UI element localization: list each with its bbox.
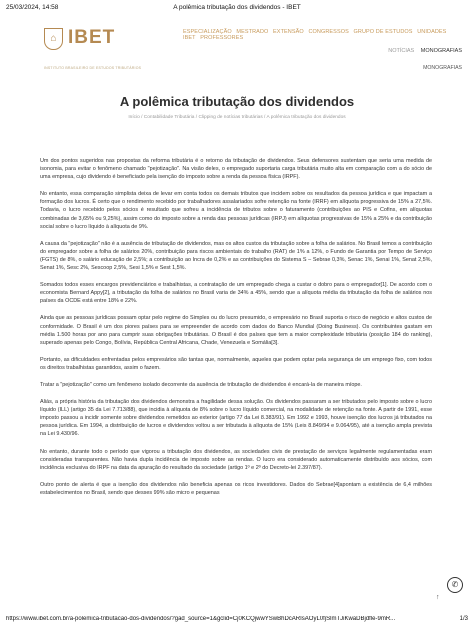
article-paragraph: Um dos pontos sugeridos nas propostas da reforma tributária é o retorno da tributação de dividendos. Seus defensores sustentam que seria uma medida de isonomia, para evitar o fenômeno chamado "pejotização". Na visão deles, o empregado suportaria carga tributária muito alta em comparação com a do sócio de uma empresa, cujo dividendo é beneficiado pela isenção do imposto sobre a renda da pessoa física (IRPF). [40,158,432,181]
nav-item-noticias[interactable]: NOTÍCIAS [388,48,415,54]
page-title: A polêmica tributação dos dividendos [119,94,355,109]
breadcrumb: Início / Contabilidade Tributária / Clipping de notícias tributárias / A polêmica tributação dos dividendos [128,115,346,120]
nav-item-grupo-de-estudos[interactable]: GRUPO DE ESTUDOS [353,29,413,35]
nav-item-mestrado[interactable]: MESTRADO [236,29,269,35]
article-paragraph: Portanto, as dificuldades enfrentadas pelos empresários são tantas que, normalmente, aqueles que podem optar pela segurança de um emprego fixo, com todos os direitos trabalhistas garantidos, assim o fazem. [40,356,432,371]
print-header [6,4,468,14]
article-paragraph: Aliás, a própria história da tributação dos dividendos demonstra a fragilidade dessa solução. Os dividendos passaram a ser tributados pelo imposto sobre o lucro líquido (ILL) (artigo 35 da Lei 7.713/88), que incidia à alíquota de 8% sobre o lucro líquido comercial, na modalidade de retenção na fonte. A partir de 1991, esse imposto passou a incidir somente sobre dividendos remetidos ao exterior (artigo 77 da Lei 8.383/91). Em 1992 e 1993, houve isenção dos lucros já tributados na pessoa jurídica. Em 1994, a distribuição de lucros e dividendos voltou a ser tributada à alíquota de 15% (Leis 8.849/94 e 9.064/95), até a isenção ampla prevista na Lei 9.430/96. [40,399,432,438]
print-url: https://www.ibet.com.br/a-polemica-tributacao-dos-dividendos/?gad_source=1&gclid=Cj0KCQjwwYSwBhDcARIsAOyL0fjSlmTJiKwaDBjdfle-9mR... [6,616,396,622]
brand-logo[interactable] [44,22,164,74]
nav-item-unidades-ibet[interactable]: UNIDADES IBET [183,29,447,41]
nav-item-especializacao[interactable]: ESPECIALIZAÇÃO [183,29,232,35]
article-paragraph: Outro ponto de alerta é que a isenção dos dividendos não beneficia apenas os ricos investidores. Dados do Sebrae[4]apontam a existência de 6,4 milhões estabelecimentos no Brasil, sendo que desses 99% são micro e pequenas [40,481,432,496]
logo-text: IBET [68,27,116,48]
print-datetime: 25/03/2024, 14:58 [6,4,59,11]
article-paragraph: No entanto, durante todo o período que vigorou a tributação dos dividendos, as sociedades civis de prestação de serviços legalmente regulamentadas eram consideradas transparentes. Não havia dupla incidência de imposto sobre as rendas. O lucro era considerado automaticamente distribuído aos sócios, com incidência exclusiva do IRPF na data da apuração do resultado da sociedade (artigo 1º e 2º do Decreto-lei 2.397/87). [40,448,432,471]
article-paragraph: Ainda que as pessoas jurídicas possam optar pelo regime do Simples ou do lucro presumido, o empresário no Brasil suporta o risco de negócio e altos custos de conformidade. O Brasil é um dos piores países para se empreender de acordo com dados do Banco Mundial (Doing Business). Os contribuintes gastam em média 1.500 horas por ano para cumprir suas obrigações tributárias. O Brasil é dos países que tem a maior complexidade tributária (posição 184 do ranking), superado apenas pelo Congo, Bolívia, República Central Africana, Chade, Venezuela e Somália[3]. [40,315,432,346]
nav-item-monografias-2[interactable]: MONOGRAFIAS [423,65,462,71]
nav-item-extensao[interactable]: EXTENSÃO [273,29,304,35]
article-paragraph: Tratar a "pejotização" como um fenômeno isolado decorrente da ausência de tributação de dividendos é encará-la de maneira míope. [40,381,362,388]
print-doc-title: A polêmica tributação dos dividendos - IBET [173,4,301,11]
nav-item-professores[interactable]: PROFESSORES [200,35,244,41]
article-paragraph: No entanto, essa comparação simplista deixa de levar em conta todos os demais tributos que incidem sobre os resultados da pessoa jurídica e que impactam a formação dos lucros. É certo que o rendimento recebido por trabalhadores assalariados sofre retenção na fonte (IRRF) em alíquota progressiva de 15% a 27,5%. Todavia, o lucro recebido pelos sócios é resultado que sofreu a incidência de tributos sobre o faturamento (contribuições ao PIS e Cofins, em alíquotas combinadas de 3,65% ou 9,25%), assim como do imposto sobre a renda das pessoas jurídicas (IRPJ) em alíquotas progressivas de 15% a 25% e da contribuição social sobre o lucro líquido à alíquota de 9%. [40,191,432,230]
secondary-nav [388,48,462,54]
article-body [40,157,432,506]
nav-item-monografias[interactable]: MONOGRAFIAS [420,48,462,54]
main-nav [183,29,462,41]
tertiary-nav [423,65,462,71]
print-page-number: 1/3 [459,616,468,622]
article-paragraph: Somados todos esses encargos previdenciários e trabalhistas, a contratação de um empregado chega a custar o dobro para o empregador[1]. De acordo com o economista Bernard Appy[2], a tributação da folha de salários no Brasil varia de 34% a 45%, sendo que a alíquota média da tributação da folha de salários nos países da OCDE está entre 18% e 22%. [40,282,432,305]
article-paragraph: A causa da "pejotização" não é a ausência de tributação de dividendos, mas os altos custos da tributação sobre a folha de salários. No Brasil temos a contribuição do empregador sobre a folha de salários 20%, contribuição para riscos ambientais do trabalho (RAT) de 1% a 12%, o Fundo de Garantia por Tempo de Serviço (FGTS) de 8%, o salário educação de 2,5%; a contribuição ao Incra de 0,2% e as contribuições do Sistema S – Sebrae 0,3%, Senac 1%, Senai 1%, Senat 2,5%, Senat 1%, Sesc 2%, Sescoop 2,5%, Sesi 1,5% e Sest 1,5%. [40,240,432,272]
print-footer [6,616,468,626]
scroll-up-icon[interactable]: ↑ [436,594,440,601]
nav-item-congressos[interactable]: CONGRESSOS [308,29,349,35]
shield-icon: ⌂ [44,28,63,50]
logo-subtitle: INSTITUTO BRASILEIRO DE ESTUDOS TRIBUTÁRIOS [44,66,142,70]
whatsapp-icon[interactable]: ✆ [447,577,463,593]
